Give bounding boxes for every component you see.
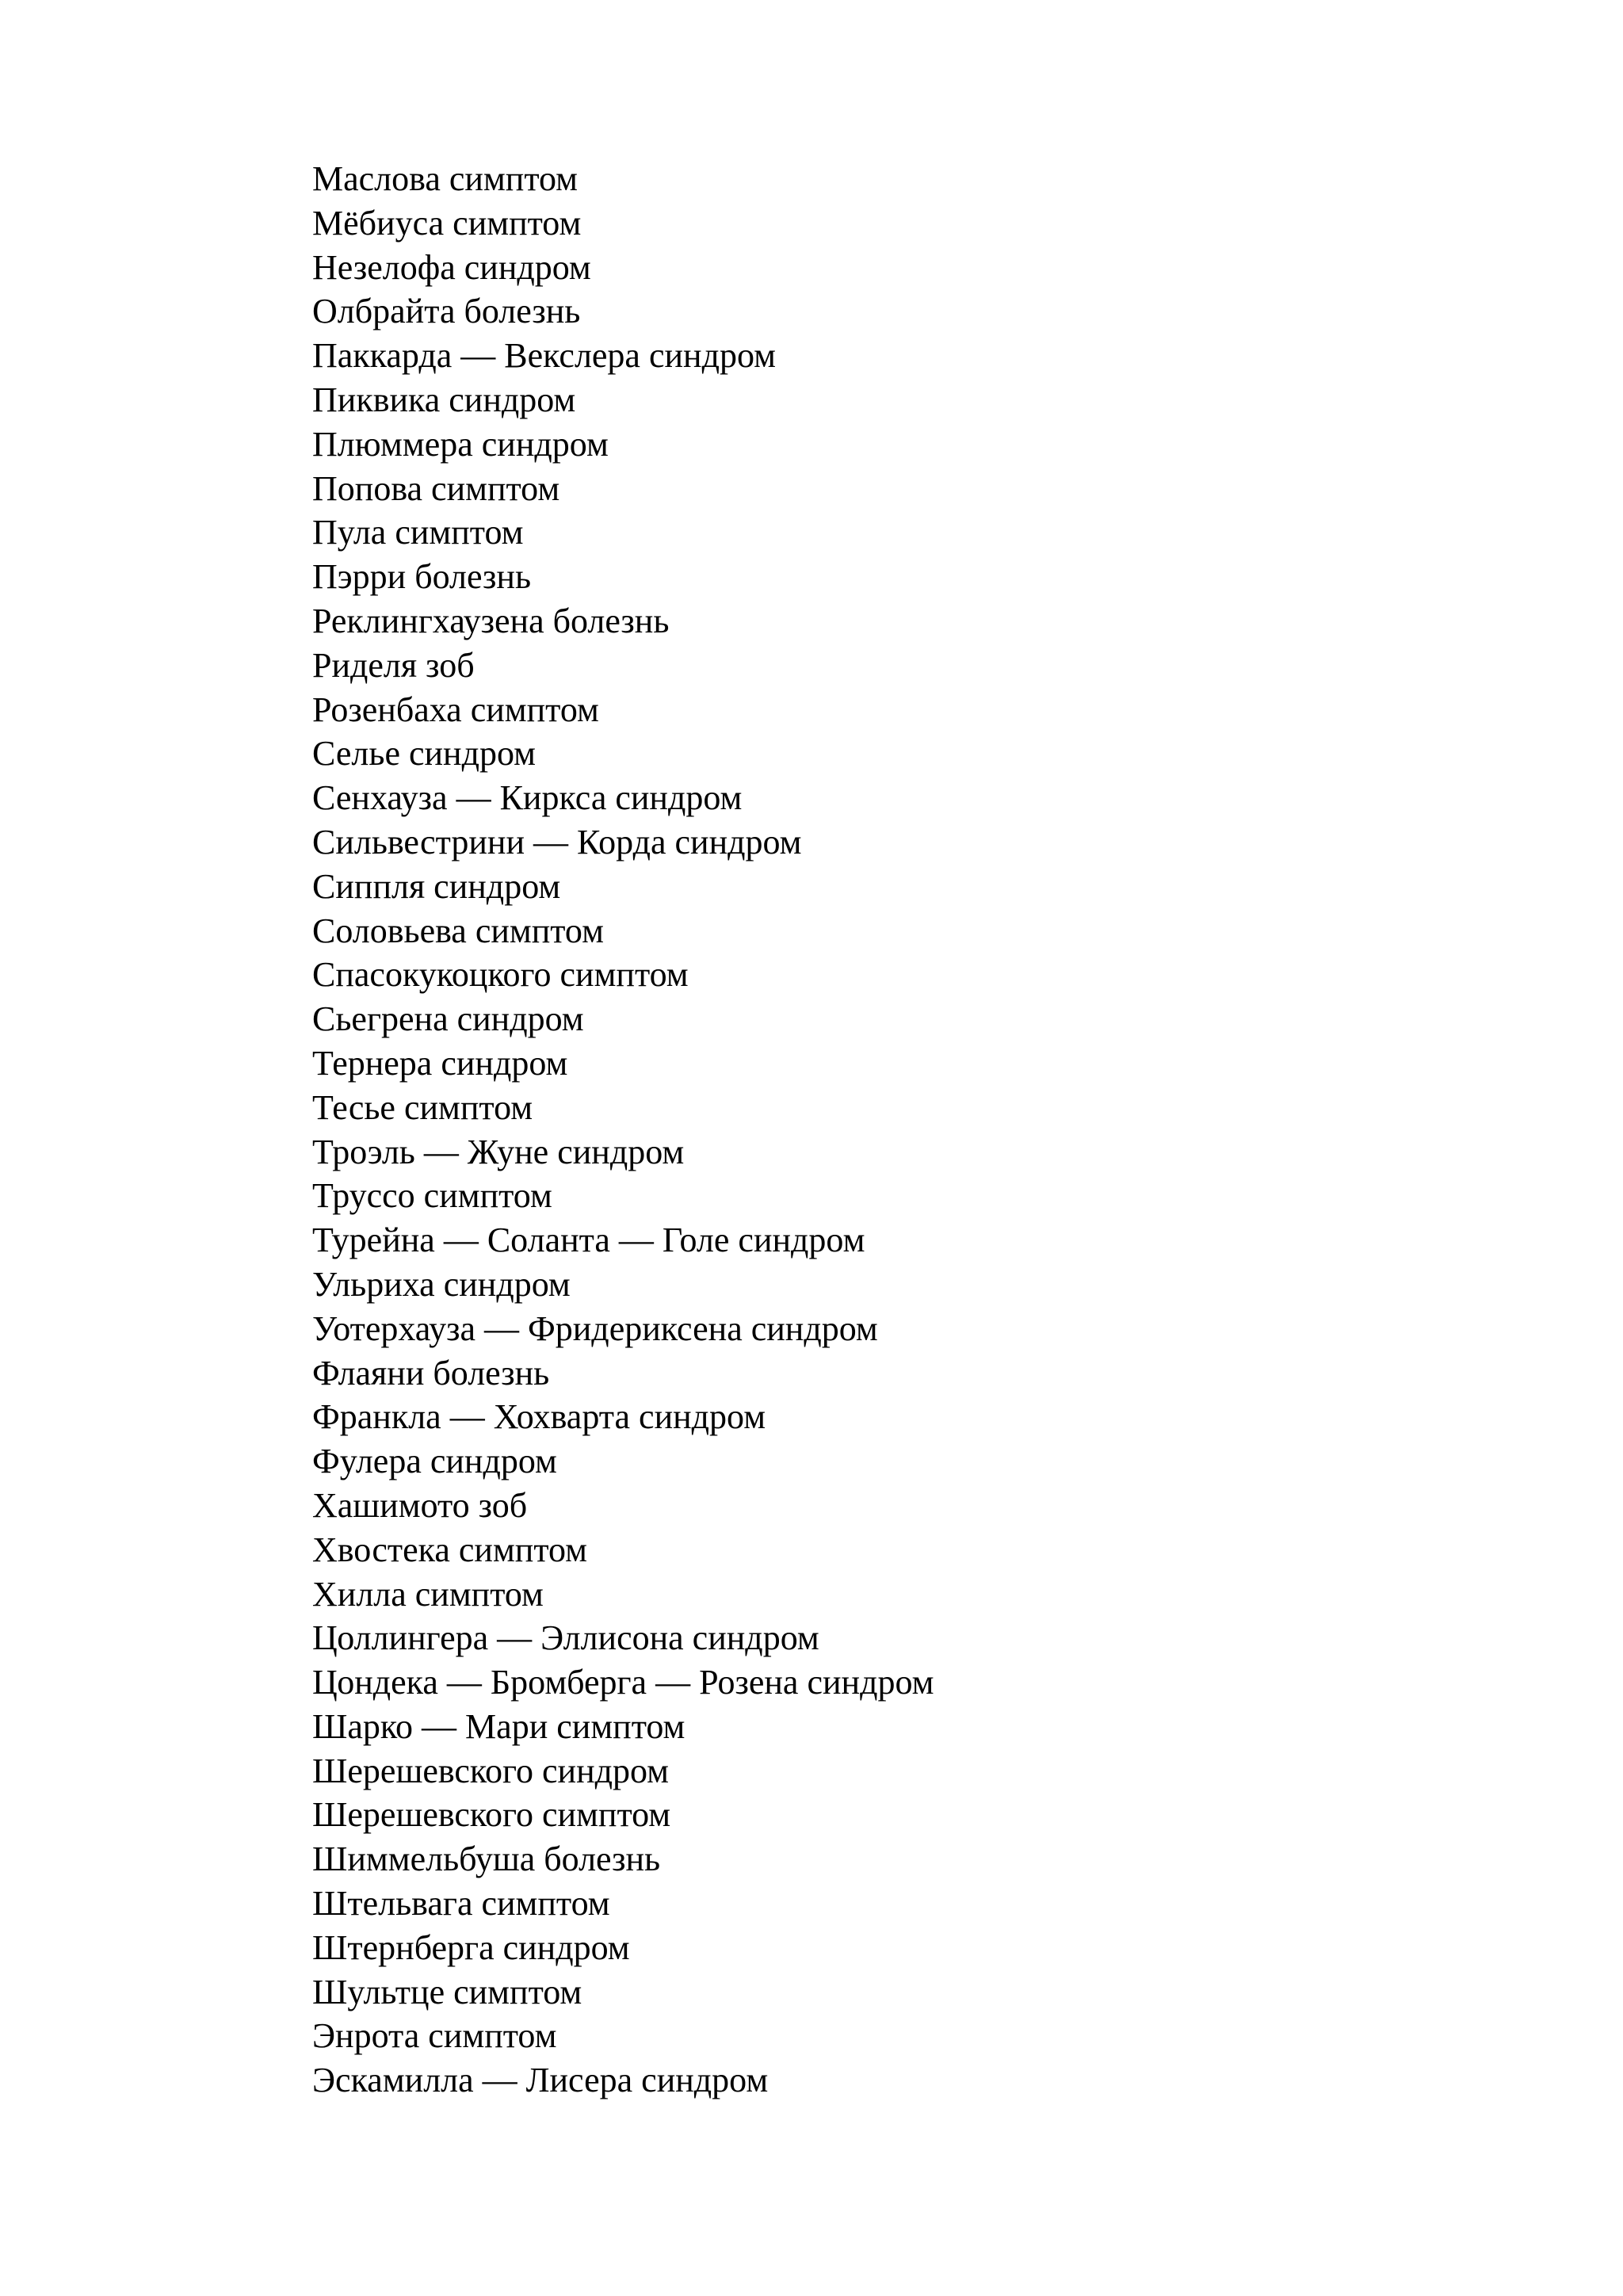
list-item: Хвостека симптом xyxy=(312,1530,587,1569)
list-item: Шерешевского синдром xyxy=(312,1751,670,1790)
list-item: Мёбиуса симптом xyxy=(312,203,582,243)
list-item: Труссо симптом xyxy=(312,1176,552,1216)
list-item: Троэль — Жуне синдром xyxy=(312,1132,685,1171)
list-item: Сильвестрини — Корда синдром xyxy=(312,822,802,861)
list-item: Риделя зоб xyxy=(312,645,475,685)
list-item: Эскамилла — Лисера синдром xyxy=(312,2061,769,2100)
list-item: Сенхауза — Киркса синдром xyxy=(312,778,743,818)
list-item: Пэрри болезнь xyxy=(312,557,532,597)
list-item: Пула симптом xyxy=(312,513,524,552)
list-item: Шультце симптом xyxy=(312,1972,582,2011)
list-item: Маслова симптом xyxy=(312,159,578,198)
list-item: Штельвага симптом xyxy=(312,1884,610,1924)
list-item: Цоллингера — Эллисона синдром xyxy=(312,1618,819,1658)
list-item: Шерешевского симптом xyxy=(312,1795,671,1835)
list-item: Хашимото зоб xyxy=(312,1485,528,1525)
list-item: Турейна — Соланта — Голе синдром xyxy=(312,1221,865,1260)
list-item: Ульриха синдром xyxy=(312,1264,571,1304)
list-item: Цондека — Бромберга — Розена синдром xyxy=(312,1663,934,1702)
list-item: Спасокукоцкого симптом xyxy=(312,955,689,995)
list-item: Олбрайта болезнь xyxy=(312,292,581,331)
list-item: Попова симптом xyxy=(312,468,560,508)
list-item: Фулера синдром xyxy=(312,1442,557,1481)
list-item: Соловьева симптом xyxy=(312,911,604,950)
list-item: Плюммера синдром xyxy=(312,424,609,464)
list-item: Штернберга синдром xyxy=(312,1927,630,1967)
list-item: Шарко — Мари симптом xyxy=(312,1706,685,1746)
list-item: Тесье симптом xyxy=(312,1087,533,1127)
list-item: Шиммельбуша болезнь xyxy=(312,1839,661,1879)
list-item: Тернера синдром xyxy=(312,1043,568,1083)
list-item: Уотерхауза — Фридериксена синдром xyxy=(312,1308,878,1348)
list-item: Сиппля синдром xyxy=(312,866,561,906)
list-item: Пиквика синдром xyxy=(312,380,576,419)
list-item: Незелофа синдром xyxy=(312,247,591,287)
list-item: Реклингхаузена болезнь xyxy=(312,601,670,640)
eponym-list xyxy=(312,157,934,2103)
list-item: Паккарда — Векслера синдром xyxy=(312,336,776,376)
list-item: Франкла — Хохварта синдром xyxy=(312,1397,766,1437)
list-item: Энрота симптом xyxy=(312,2016,557,2056)
list-item: Сьегрена синдром xyxy=(312,999,584,1039)
list-item: Флаяни болезнь xyxy=(312,1353,550,1392)
list-item: Хилла симптом xyxy=(312,1574,544,1614)
list-item: Селье синдром xyxy=(312,734,536,774)
list-item: Розенбаха симптом xyxy=(312,690,599,729)
